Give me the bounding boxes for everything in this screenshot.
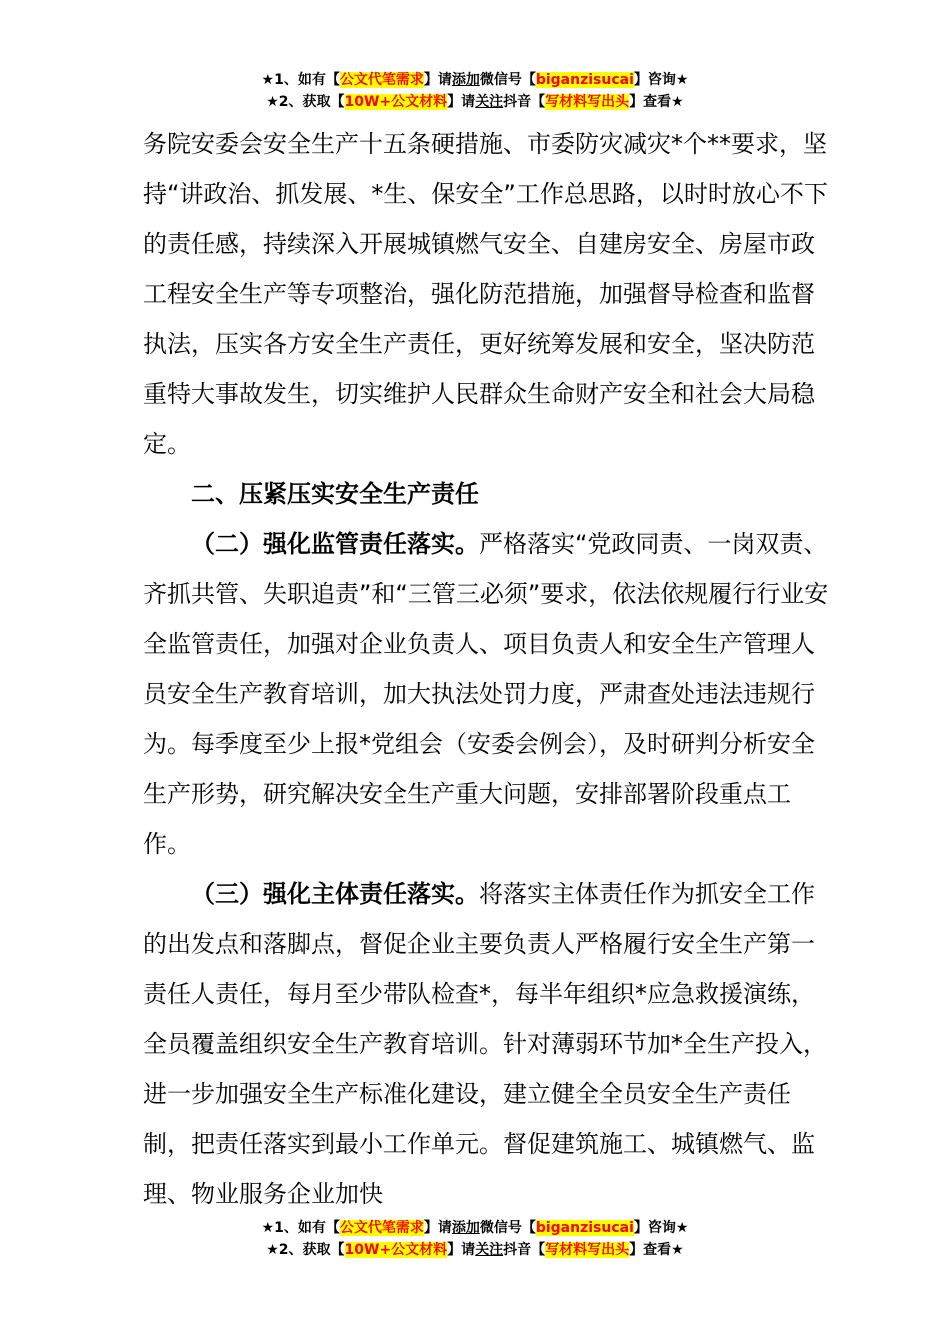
ad-text: ★1、如有【 — [261, 1220, 340, 1236]
paragraph-intro: 务院安委会安全生产十五条硬措施、市委防灾减灾*个**要求，坚持“讲政治、抓发展、*生、保安全”工作总思路，以时时放心不下的责任感，持续深入开展城镇燃气安全、自建房安全、房屋市政工程安全生产等专项整治，强化防范措施，加强督导检查和监督执法，压实各方安全生产责任，更好统筹发展和安全，坚决防范重特大事故发生，切实维护人民群众生命财产安全和社会大局稳定。 — [143, 130, 828, 458]
ad-underlined-text: 关注 — [475, 94, 504, 110]
top-ad-banner — [0, 69, 950, 113]
ad-underlined-text: 添加 — [451, 1220, 480, 1236]
ad-text: 】咨询★ — [633, 72, 689, 88]
ad-text: ★2、获取【 — [266, 1242, 345, 1258]
ad-text: 抖音【 — [503, 1242, 546, 1258]
ad-line-1 — [0, 69, 950, 91]
ad-text: 】查看★ — [629, 1242, 684, 1258]
ad-text: 微信号【 — [479, 1220, 536, 1236]
ad-highlight-douyin-id: 写材料写出头 — [545, 1242, 630, 1258]
bottom-ad-banner — [0, 1217, 950, 1261]
ad-line-2 — [0, 91, 950, 113]
paragraph-supervision — [143, 519, 833, 869]
paragraph-title: （二）强化监管责任落实。 — [191, 530, 479, 558]
document-body — [143, 119, 833, 1219]
paragraph-main-responsibility — [143, 869, 833, 1219]
ad-highlight-materials: 10W+公文材料 — [344, 94, 448, 110]
ad-highlight-douyin-id: 写材料写出头 — [545, 94, 630, 110]
ad-highlight-wechat-id: biganzisucai — [535, 1220, 634, 1236]
ad-underlined-text: 关注 — [475, 1242, 504, 1258]
section-heading: 二、压紧压实安全生产责任 — [191, 480, 479, 508]
ad-underlined-text: 添加 — [451, 72, 480, 88]
paragraph-text: 严格落实“党政同责、一岗双责、齐抓共管、失职追责”和“三管三必须”要求，依法依规履行行业安全监管责任，加强对企业负责人、项目负责人和安全生产管理人员安全生产教育培训，加大执法处罚力度，严肃查处违法违规行为。每季度至少上报*党组会（安委会例会），及时研判分析安全生产形势，研究解决安全生产重大问题，安排部署阶段重点工作。 — [143, 530, 829, 858]
ad-text: ★2、获取【 — [266, 94, 345, 110]
ad-text: ★1、如有【 — [261, 72, 340, 88]
ad-line-1 — [0, 1217, 950, 1239]
ad-text: 】请 — [423, 72, 452, 88]
paragraph-title: （三）强化主体责任落实。 — [191, 880, 479, 908]
paragraph-text: 将落实主体责任作为抓安全工作的出发点和落脚点，督促企业主要负责人严格履行安全生产第一责任人责任，每月至少带队检查*，每半年组织*应急救援演练，全员覆盖组织安全生产教育培训。针对薄弱环节加*全生产投入，进一步加强安全生产标准化建设，建立健全全员安全生产责任制，把责任落实到最小工作单元。督促建筑施工、城镇燃气、监理、物业服务企业加快 — [143, 880, 827, 1208]
ad-text: 微信号【 — [479, 72, 536, 88]
ad-text: 抖音【 — [503, 94, 546, 110]
ad-highlight-service: 公文代笔需求 — [339, 1220, 424, 1236]
ad-text: 】请 — [423, 1220, 452, 1236]
ad-text: 】咨询★ — [633, 1220, 689, 1236]
ad-text: 】请 — [447, 94, 476, 110]
ad-text: 】请 — [447, 1242, 476, 1258]
ad-highlight-materials: 10W+公文材料 — [344, 1242, 448, 1258]
ad-highlight-wechat-id: biganzisucai — [535, 72, 634, 88]
ad-highlight-service: 公文代笔需求 — [339, 72, 424, 88]
ad-line-2 — [0, 1239, 950, 1261]
ad-text: 】查看★ — [629, 94, 684, 110]
